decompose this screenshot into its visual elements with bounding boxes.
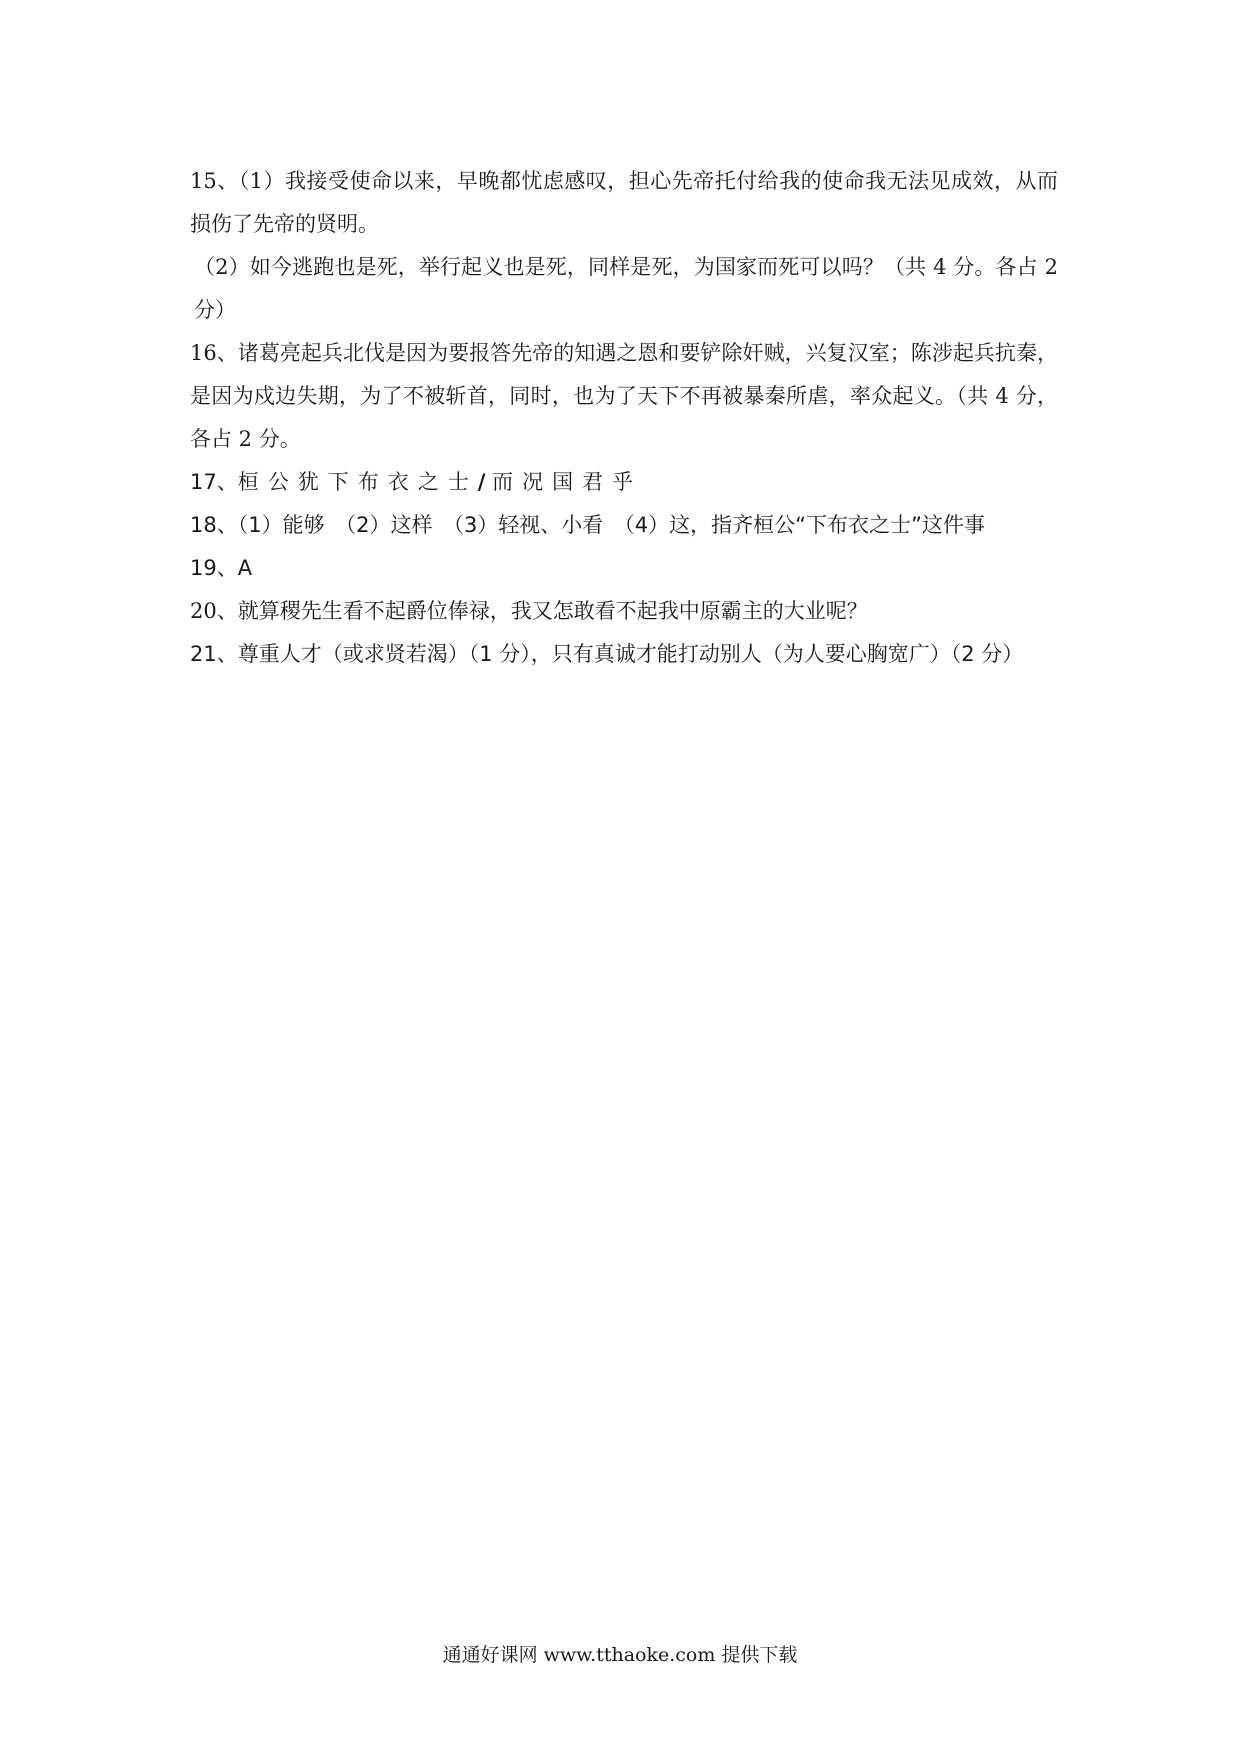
answer-list	[190, 160, 1058, 676]
answer-17-first-clause: 桓公犹下布衣之士	[237, 470, 478, 494]
answer-16: 16、诸葛亮起兵北伐是因为要报答先帝的知遇之恩和要铲除奸贼，兴复汉室；陈涉起兵抗秦，是因为戍边失期，为了不被斩首，同时，也为了天下不再被暴秦所虐，率众起义。（共 4 分，各占 2 分。	[190, 341, 1058, 451]
page-footer: 通通好课网 www.tthaoke.com 提供下载	[442, 1644, 798, 1666]
answer-20: 20、就算稷先生看不起爵位俸禄，我又怎敢看不起我中原霸主的大业呢？	[190, 599, 868, 623]
answer-18: 18、（1）能够 （2）这样 （3）轻视、小看 （4）这，指齐桓公“下布衣之士”这件事	[190, 513, 985, 537]
answer-19: 19、A	[190, 556, 253, 580]
answer-15-part-2: （2）如今逃跑也是死，举行起义也是死，同样是死，为国家而死可以吗？（共 4 分。各占 2 分）	[194, 255, 1058, 322]
answer-17-pause-mark: /	[477, 470, 486, 494]
answer-17-number: 17、	[190, 470, 238, 494]
answer-21: 21、尊重人才（或求贤若渴）（1 分），只有真诚才能打动别人（为人要心胸宽广）（2 分）	[190, 642, 1024, 666]
answer-17	[190, 461, 1058, 504]
answer-15-part-1: 15、（1）我接受使命以来，早晚都忧虑感叹，担心先帝托付给我的使命我无法见成效，从而损伤了先帝的贤明。	[190, 169, 1058, 236]
answer-17-second-clause: 而况国君乎	[492, 470, 643, 494]
